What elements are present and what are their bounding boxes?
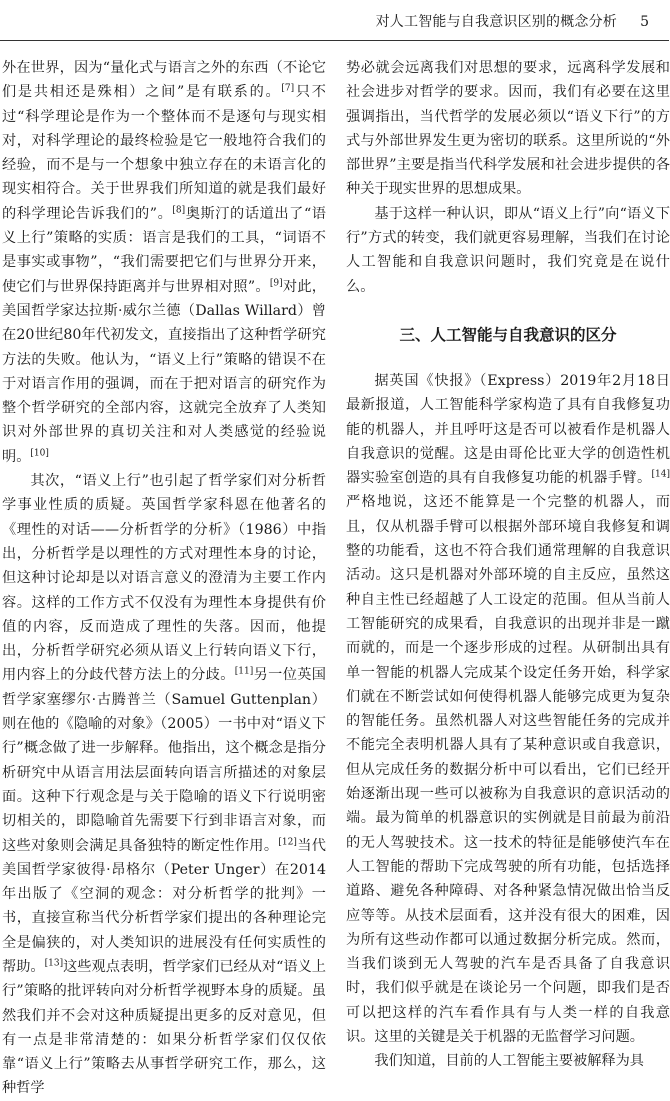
paragraph-text: 对此，美国哲学家达拉斯·威尔兰德（Dallas Willard）曾在20世纪80年代初发文，直接指出了这种哲学研究方法的失败。他认为，“语义上行”策略的错误不在于对语言作用的强调，而在于把对语言的研究作为整个哲学研究的全部内容，这就完全放弃了人类知识对外部世界的真切关注和对人类感觉的经验说明。 <box>2 278 326 465</box>
paragraph <box>346 1049 670 1073</box>
right-column-top <box>346 56 670 299</box>
paragraph <box>2 56 326 469</box>
paragraph <box>346 202 670 299</box>
citation-marker: [11] <box>234 666 254 677</box>
paragraph-text: 当代美国哲学家彼得·昂格尔（Peter Unger）在2014年出版了《空洞的观念：对分析哲学的批判》一书，直接宣称当代分析哲学家们提出的各种理论完全是偏狭的，对人类知识的进展没有任何实质性的帮助。 <box>2 837 326 975</box>
citation-marker: [13] <box>44 958 64 969</box>
citation-marker: [14] <box>651 469 670 480</box>
paragraph-text: 基于这样一种认识，即从“语义上行”向“语义下行”方式的转变，我们就更容易理解，当我们在讨论人工智能和自我意识问题时，我们究竟是在说什么。 <box>346 205 670 295</box>
right-column-body <box>346 369 670 1074</box>
paragraph <box>346 369 670 1049</box>
page-number: 5 <box>640 14 649 30</box>
paragraph-text: 势必就会远离我们对思想的要求，远离科学发展和社会进步对哲学的要求。因而，我们有必要在这里强调指出，当代哲学的发展必须以“语义下行”的方式与外部世界发生更为密切的联系。这里所说的“外部世界”主要是指当代科学发展和社会进步提供的各种关于现实世界的思想成果。 <box>346 60 670 198</box>
left-column <box>2 56 326 1097</box>
citation-marker: [10] <box>30 448 49 459</box>
citation-marker: [9] <box>269 277 283 288</box>
right-column <box>346 56 670 1070</box>
paragraph-text: 据英国《快报》（Express）2019年2月18日最新报道，人工智能科学家构造了具有自我修复功能的机器人，并且呼吁这是否可以被看作是机器人自我意识的觉醒。这是由哥伦比亚大学的创造性机器实验室创造的具有自我修复功能的机器手臂。 <box>346 372 670 487</box>
running-header <box>0 0 669 40</box>
paragraph-text: 另一位英国哲学家塞缪尔·古腾普兰（Samuel Guttenplan）则在他的《隐喻的对象》（2005）一书中对“语义下行”概念做了进一步解释。他指出，这个概念是指分析研究中从语言用法层面转向语言所描述的对象层面。这种下行观念是与关于隐喻的语义下行说明密切相关的，即隐喻首先需要下行到非语言对象，而这些对象则会满足具备独特的断定性作用。 <box>2 667 326 854</box>
paragraph-text: 其次，“语义上行”也引起了哲学家们对分析哲学事业性质的质疑。英国哲学家科恩在他著名的《理性的对话——分析哲学的分析》（1986）中指出，分析哲学是以理性的方式对理性本身的讨论，但这种讨论却是以对语言意义的澄清为主要工作内容。这样的工作方式不仅没有为理性本身提供有价值的内容，反而造成了理性的失落。因而，他提出，分析哲学研究必须从语义上行转向语义下行，用内容上的分歧代替方法上的分歧。 <box>2 473 326 684</box>
paragraph-text: 严格地说，这还不能算是一个完整的机器人，而且，仅从机器手臂可以根据外部环境自我修复和调整的功能看，这也不符合我们通常理解的自我意识活动。这只是机器对外部环境的自主反应，虽然这种自主性已经超越了人工设定的范围。但从当前人工智能研究的成果看，自我意识的出现并非是一蹴而就的，而是一个逐步形成的过程。从研制出具有单一智能的机器人完成某个设定任务开始，科学家们就在不断尝试如何使得机器人能够完成更为复杂的智能任务。虽然机器人对这些智能任务的完成并不能完全表明机器人具有了某种意识或自我意识，但从完成任务的数据分析中可以看出，它们已经开始逐渐出现一些可以被称为自我意识的意识活动的端。最为简单的机器意识的实例就是目前最为前沿的无人驾驶技术。这一技术的特征是能够使汽车在人工智能的帮助下完成驾驶的所有功能，包括选择道路、避免各种障碍、对各种紧急情况做出恰当反应等等。从技术层面看，这并没有很大的困难，因为所有这些动作都可以通过数据分析完成。然而，当我们谈到无人驾驶的汽车是否具备了自我意识时，我们似乎就是在谈论另一个问题，即我们是否可以把这样的汽车看作具有与人类一样的自我意识。这里的关键是关于机器的无监督学习问题。 <box>346 494 670 1045</box>
running-title: 对人工智能与自我意识区别的概念分析 <box>375 14 617 30</box>
citation-marker: [7] <box>281 83 295 94</box>
section-heading: 三、人工智能与自我意识的区分 <box>399 325 617 344</box>
paragraph-text: 外在世界，因为“量化式与语言之外的东西（不论它们是共相还是殊相）之间”是有联系的。 <box>2 60 326 101</box>
paragraph-text: 这些观点表明，哲学家们已经从对“语义上行”策略的批评转向对分析哲学视野本身的质疑。虽然我们并不会对这种质疑提出更多的反对意见，但有一点是非常清楚的：如果分析哲学家们仅仅依靠“语义上行”策略去从事哲学研究工作，那么，这种哲学 <box>2 958 326 1097</box>
paragraph-text: 我们知道，目前的人工智能主要被解释为具 <box>374 1053 644 1070</box>
paragraph-text: 只不过“科学理论是作为一个整体而不是逐句与现实相对，对科学理论的最终检验是它一般地符合我们的经验，而不是与一个想象中独立存在的未语言化的现实相符合。关于世界我们所知道的就是我们最好的科学理论告诉我们的”。 <box>2 84 326 222</box>
citation-marker: [12] <box>278 836 297 847</box>
paragraph-text: 奥斯汀的话道出了“语义上行”策略的实质：语言是我们的工具，“词语不是事实或事物”，“我们需要把它们与世界分开来，使它们与世界保持距离并与世界相对照”。 <box>2 205 326 295</box>
citation-marker: [8] <box>172 205 186 216</box>
header-rule <box>0 40 669 41</box>
paragraph <box>2 469 326 1101</box>
paragraph <box>346 56 670 202</box>
